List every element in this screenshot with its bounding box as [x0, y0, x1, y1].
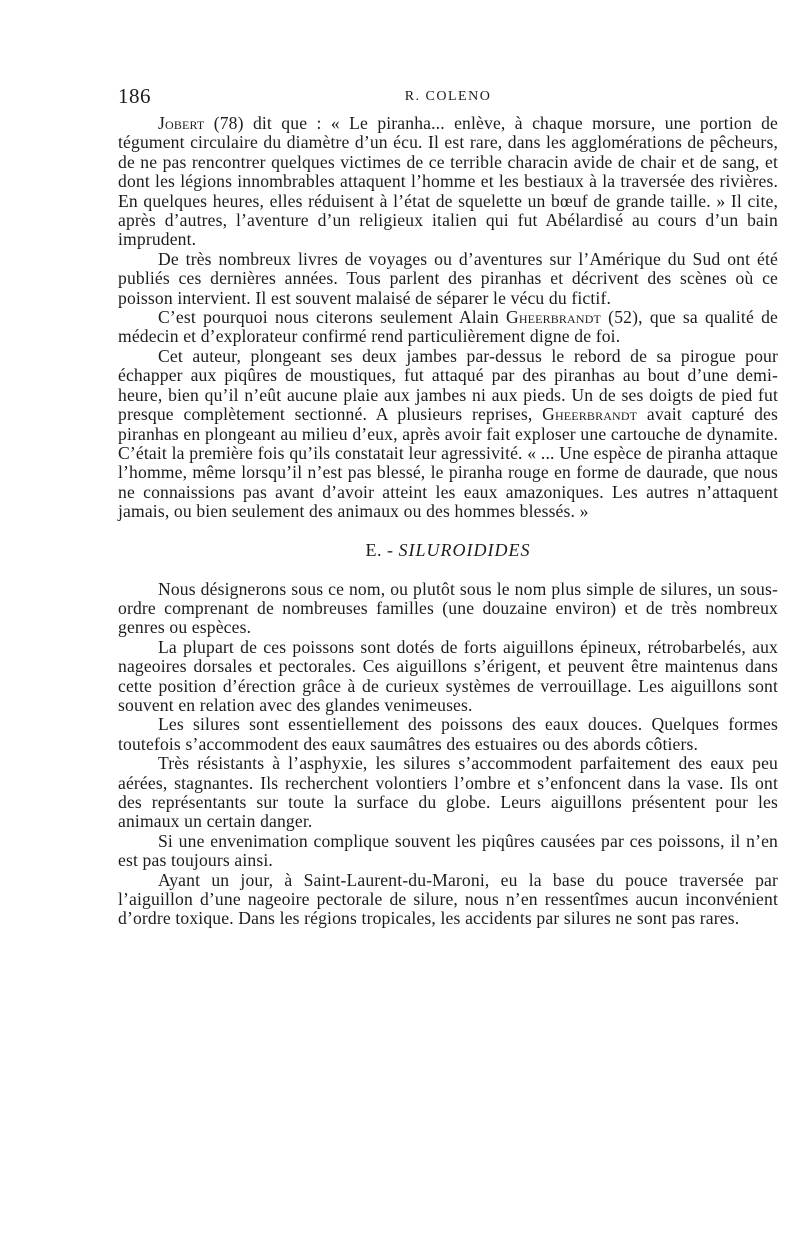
paragraph-text: C’est pourquoi nous citerons seulement Alain [158, 307, 506, 328]
paragraph-text: (52), que sa qualité de médecin et d’explorateur confirmé rend particulièrement digne de foi. [118, 307, 778, 347]
author-name: Jobert [158, 113, 205, 133]
paragraph [118, 250, 778, 308]
paragraph-text: Cet auteur, plongeant ses deux jambes par-dessus le rebord de sa pirogue pour échapper aux piqûres de moustiques, fut attaqué par des piranhas au bout d’une demi-heure, bien qu’il n’eût aucune plaie aux jambes ni aux pieds. Un de ses doigts de pied fut presque complètement sectionné. A plusieurs reprises, [118, 345, 778, 425]
author-name: Gheerbrandt [542, 404, 638, 425]
section-letter: E. - [365, 539, 399, 560]
paragraph [118, 832, 778, 871]
paragraph [118, 347, 778, 522]
paragraph-text: Les silures sont essentiellement des poissons des eaux douces. Quelques formes toutefois s’accommodent des eaux saumâtres des estuaires ou des abords côtiers. [118, 714, 778, 754]
section-title: SILUROIDIDES [398, 539, 531, 560]
paragraph [118, 114, 778, 250]
running-head: R. COLENO [404, 89, 492, 104]
paragraph-text: Si une envenimation complique souvent les piqûres causées par ces poissons, il n’en est pas toujours ainsi. [118, 830, 778, 871]
paragraph [118, 754, 778, 832]
paragraph-text: avait capturé des piranhas en plongeant au milieu d’eux, après avoir fait exploser une cartouche de dynamite. C’était la première fois qu’ils constatait leur agressivité. « ... Une espèce de piranha attaque l’homme, même lorsqu’il n’est pas blessé, le piranha rouge en forme de daurade, que nous ne connaissions pas avant d’avoir atteint les eaux amazoniques. Les autres n’attaquent jamais, ou bien seulement des animaux ou des hommes blessés. » [118, 404, 778, 522]
paragraph-text: Très résistants à l’asphyxie, les silures s’accommodent parfaitement des eaux peu aérées, stagnantes. Ils recherchent volontiers l’ombre et s’enfoncent dans la vase. Ils ont des représentants sur toute la surface du globe. Leurs aiguillons présentent pour les animaux un certain danger. [118, 753, 778, 832]
page-number: 186 [118, 84, 151, 108]
paragraph-text: La plupart de ces poissons sont dotés de forts aiguillons épineux, rétrobarbelés, aux nageoires dorsales et pectorales. Ces aiguillons s’érigent, et peuvent être maintenus dans cette position d’érection grâce à de curieux systèmes de verrouillage. Les aiguillons sont souvent en relation avec des glandes venimeuses. [118, 636, 778, 715]
paragraph-text: De très nombreux livres de voyages ou d’aventures sur l’Amérique du Sud ont été publiés ces dernières années. Tous parlent des piranhas et décrivent des scènes où ce poisson intervient. Il est souvent malaisé de séparer le vécu du fictif. [118, 248, 778, 308]
paragraph-text: (78) dit que : « Le piranha... enlève, à chaque morsure, une portion de tégument circulaire du diamètre d’un écu. Il est rare, dans les agglomérations de pêcheurs, de ne pas rencontrer quelques victimes de ce terrible characin avide de chair et de sang, et dont les légions innombrables attaquent l’homme et les bestiaux à la traversée des rivières. En quelques heures, elles réduisent à l’état de squelette un bœuf de grande taille. » Il cite, après d’autres, l’aventure d’un religieux italien qui fut Abélardisé au cours d’un bain imprudent. [118, 113, 778, 250]
body-text [118, 114, 778, 929]
paragraph [118, 871, 778, 929]
paragraph-text: Ayant un jour, à Saint-Laurent-du-Maroni, eu la base du pouce traversée par l’aiguillon d’une nageoire pectorale de silure, nous n’en ressentîmes aucun inconvénient d’ordre toxique. Dans les régions tropicales, les accidents par silures ne sont pas rares. [118, 869, 778, 929]
section-heading [118, 540, 778, 560]
page-header [118, 84, 778, 114]
author-name: Gheerbrandt [505, 307, 601, 328]
book-page [118, 84, 778, 929]
paragraph [118, 580, 778, 638]
paragraph-text: Nous désignerons sous ce nom, ou plutôt sous le nom plus simple de silures, un sous-ordre comprenant de nombreuses familles (une douzaine environ) et de très nombreux genres ou espèces. [118, 578, 778, 638]
paragraph [118, 308, 778, 347]
paragraph [118, 715, 778, 754]
paragraph [118, 638, 778, 716]
